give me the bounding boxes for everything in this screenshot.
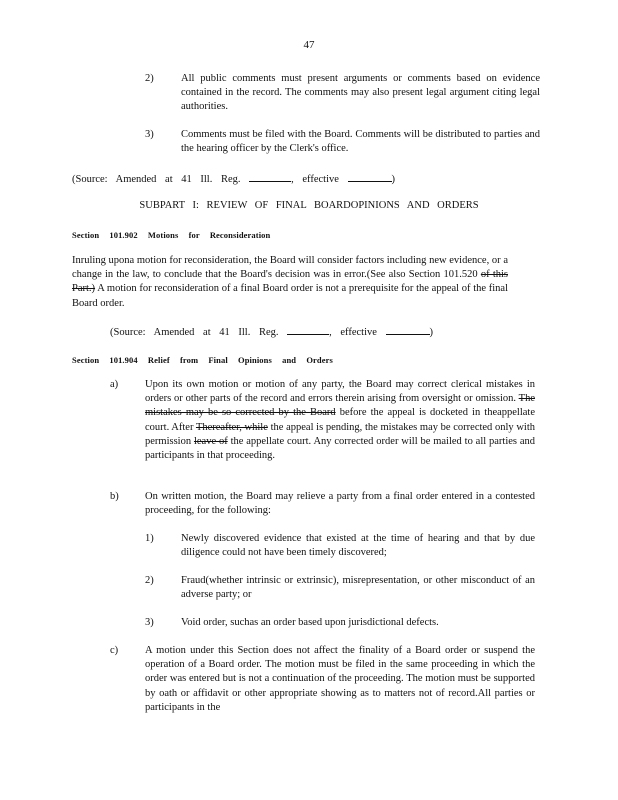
- item-number-3: 3): [145, 129, 154, 140]
- subsection-a-struck3: leave of: [193, 435, 228, 447]
- subitem-3-text: Void order, suchas an order based upon jurisdictional defects.: [181, 617, 439, 628]
- subitem-1-text: Newly discovered evidence that existed at the time of hearing and that by due diligence could not have been timely discovered;: [181, 533, 535, 559]
- subsection-a-part2: before the appeal is docketed in theappellate court. After: [145, 407, 535, 433]
- source-text: (Source: Amended at 41 Ill. Reg.: [110, 327, 279, 338]
- section-902-body: [72, 254, 508, 311]
- subsection-b-number: b): [110, 491, 119, 502]
- section-902-struck: of this Part.): [72, 269, 509, 295]
- subitem-2-text: Fraud(whether intrinsic or extrinsic), misrepresentation, or other misconduct of an adverse party; or: [181, 575, 535, 601]
- subsection-a-struck1: The mistakes may be so corrected by the Board: [145, 393, 535, 419]
- source-note-1: [72, 171, 395, 187]
- source-effective: , effective: [291, 174, 339, 185]
- subsection-a-part1: Upon its own motion or motion of any party, the Board may correct clerical mistakes in orders or other parts of the record and errors therein arising from oversight or omission.: [145, 379, 535, 405]
- item-text-3: Comments must be filed with the Board. Comments will be distributed to parties and the hearing officer by the Clerk's office.: [181, 129, 540, 155]
- source-end: ): [391, 174, 396, 185]
- blank-effective: [348, 171, 392, 182]
- blank-reg: [287, 324, 329, 335]
- page-number: 47: [303, 39, 315, 51]
- subitem-3-number: 3): [145, 617, 154, 628]
- subsection-a-struck2: Thereafter, while: [195, 421, 268, 433]
- subpart-title: SUBPART I: REVIEW OF FINAL BOARDOPINIONS AND ORDERS: [139, 200, 479, 211]
- blank-effective: [386, 324, 430, 335]
- subsection-b-text: On written motion, the Board may relieve a party from a final order entered in a contested proceeding, for the following:: [145, 491, 535, 517]
- subsection-a-text: [145, 378, 535, 463]
- source-end: ): [429, 327, 434, 338]
- source-effective: , effective: [329, 327, 377, 338]
- subsection-a-part3: the appeal is pending, the mistakes may be corrected only with permission: [145, 421, 536, 447]
- subsection-c-text: A motion under this Section does not affect the finality of a Board order or suspend the operation of a Board order. The motion must be filed in the same proceeding in which the order was entered but is not a continuation of the proceeding. The motion must be supported by oath or affidavit or other appropriate showing as to matters not of record.All parties or participants in the: [145, 645, 535, 713]
- section-heading-902: Section 101.902 Motions for Reconsideration: [72, 230, 271, 240]
- subitem-2-number: 2): [145, 575, 154, 586]
- source-text: (Source: Amended at 41 Ill. Reg.: [72, 174, 241, 185]
- item-number-2: 2): [145, 73, 154, 84]
- item-text-2: All public comments must present arguments or comments based on evidence contained in the record. The comments may also present legal argument citing legal authorities.: [181, 73, 540, 113]
- subsection-a-number: a): [110, 379, 119, 390]
- section-902-text-end: A motion for reconsideration of a final Board order is not a prerequisite for the appeal of the final Board order.: [72, 283, 508, 309]
- section-902-text: Inruling upona motion for reconsideration, the Board will consider factors including new evidence, or a change in the law, to conclude that the Board's decision was in error.(See also Section 101.520: [72, 255, 508, 281]
- subsection-a-part4: the appellate court. Any corrected order will be mailed to all parties and participants in that proceeding.: [145, 435, 536, 462]
- subitem-1-number: 1): [145, 533, 154, 544]
- blank-reg: [249, 171, 291, 182]
- section-heading-904: Section 101.904 Relief from Final Opinions and Orders: [72, 355, 333, 365]
- subsection-c-number: c): [110, 645, 119, 656]
- source-note-2: [110, 324, 433, 340]
